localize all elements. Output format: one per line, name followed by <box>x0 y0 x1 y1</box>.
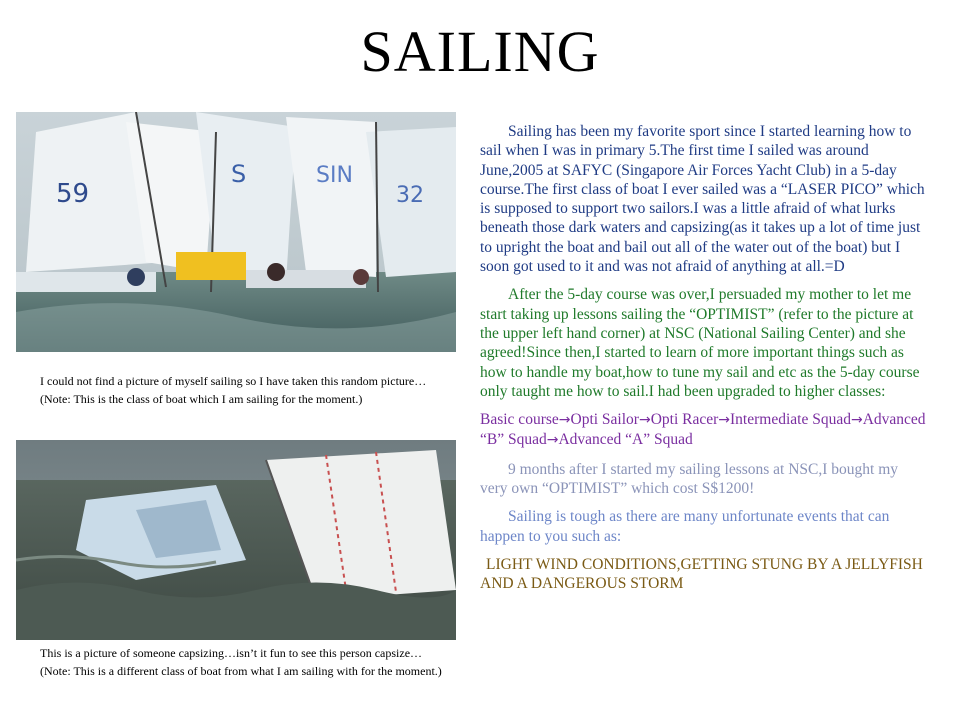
top-photo-caption: I could not find a picture of myself sailing so I have taken this random picture…(Note: This is the class of boat which I am sailing for the moment.) <box>40 374 427 406</box>
paragraph-tough: Sailing is tough as there are many unfortunate events that can happen to you such as: <box>480 508 890 545</box>
svg-text:32: 32 <box>396 183 424 208</box>
progression-step: Opti Racer <box>650 411 719 429</box>
paragraph-purchase: 9 months after I started my sailing lessons at NSC,I bought my very own “OPTIMIST” which cost S$1200! <box>480 460 899 498</box>
progression-step: Intermediate Squad <box>730 411 851 429</box>
arrow-right-icon: → <box>558 412 571 429</box>
progression-step: Advanced “B” Squad <box>480 411 926 449</box>
paragraph-dangers: LIGHT WIND CONDITIONS,GETTING STUNG BY A JELLYFISH AND A DANGEROUS STORM <box>480 555 923 593</box>
paragraph-intro: Sailing has been my favorite sport since I started learning how to sail when I was in primary 5.The first time I sailed was around June,2005 at SAFYC (Singapore Air Forces Yacht Club) in a 5-day course.The first class of boat I ever sailed was a “LASER PICO” which is supposed to support two sailors.I was a little afraid of what lurks beneath those dark waters and capsizing(as it takes up a lot of time just to upright the boat and bail out all of the water out of the boat) but I soon got used to it and was not afraid of anything at all.=D <box>480 123 925 276</box>
progression-step: Advanced “A” Squad <box>558 431 693 449</box>
paragraph-optimist: After the 5-day course was over,I persuaded my mother to let me start taking up lessons sailing the “OPTIMIST” (refer to the picture at the upper left hand corner) at NSC (National Sailing Center) and she agreed!Since then,I started to learn of more important things such as how to handle my boat,how to tune my sail and etc as the 5-day course only taught me how to sail.I had been upgraded to higher classes: <box>480 286 920 400</box>
page-title: SAILING <box>360 19 600 84</box>
capsized-boat-photo <box>16 440 456 640</box>
arrow-right-icon: → <box>718 412 731 429</box>
article-body <box>480 122 928 603</box>
arrow-right-icon: → <box>546 432 559 449</box>
svg-text:59: 59 <box>56 179 90 209</box>
class-progression <box>480 410 928 451</box>
progression-step: Basic course <box>480 411 559 429</box>
sailboats-race-photo <box>16 112 456 352</box>
arrow-right-icon: → <box>638 412 651 429</box>
bottom-photo-caption: This is a picture of someone capsizing…isn’t it fun to see this person capsize…(Note: This is a different class of boat from what I am sailing with for the moment.) <box>40 646 442 678</box>
progression-step: Opti Sailor <box>570 411 639 429</box>
svg-text:SIN: SIN <box>316 163 353 188</box>
arrow-right-icon: → <box>850 412 863 429</box>
svg-text:S: S <box>231 160 247 188</box>
